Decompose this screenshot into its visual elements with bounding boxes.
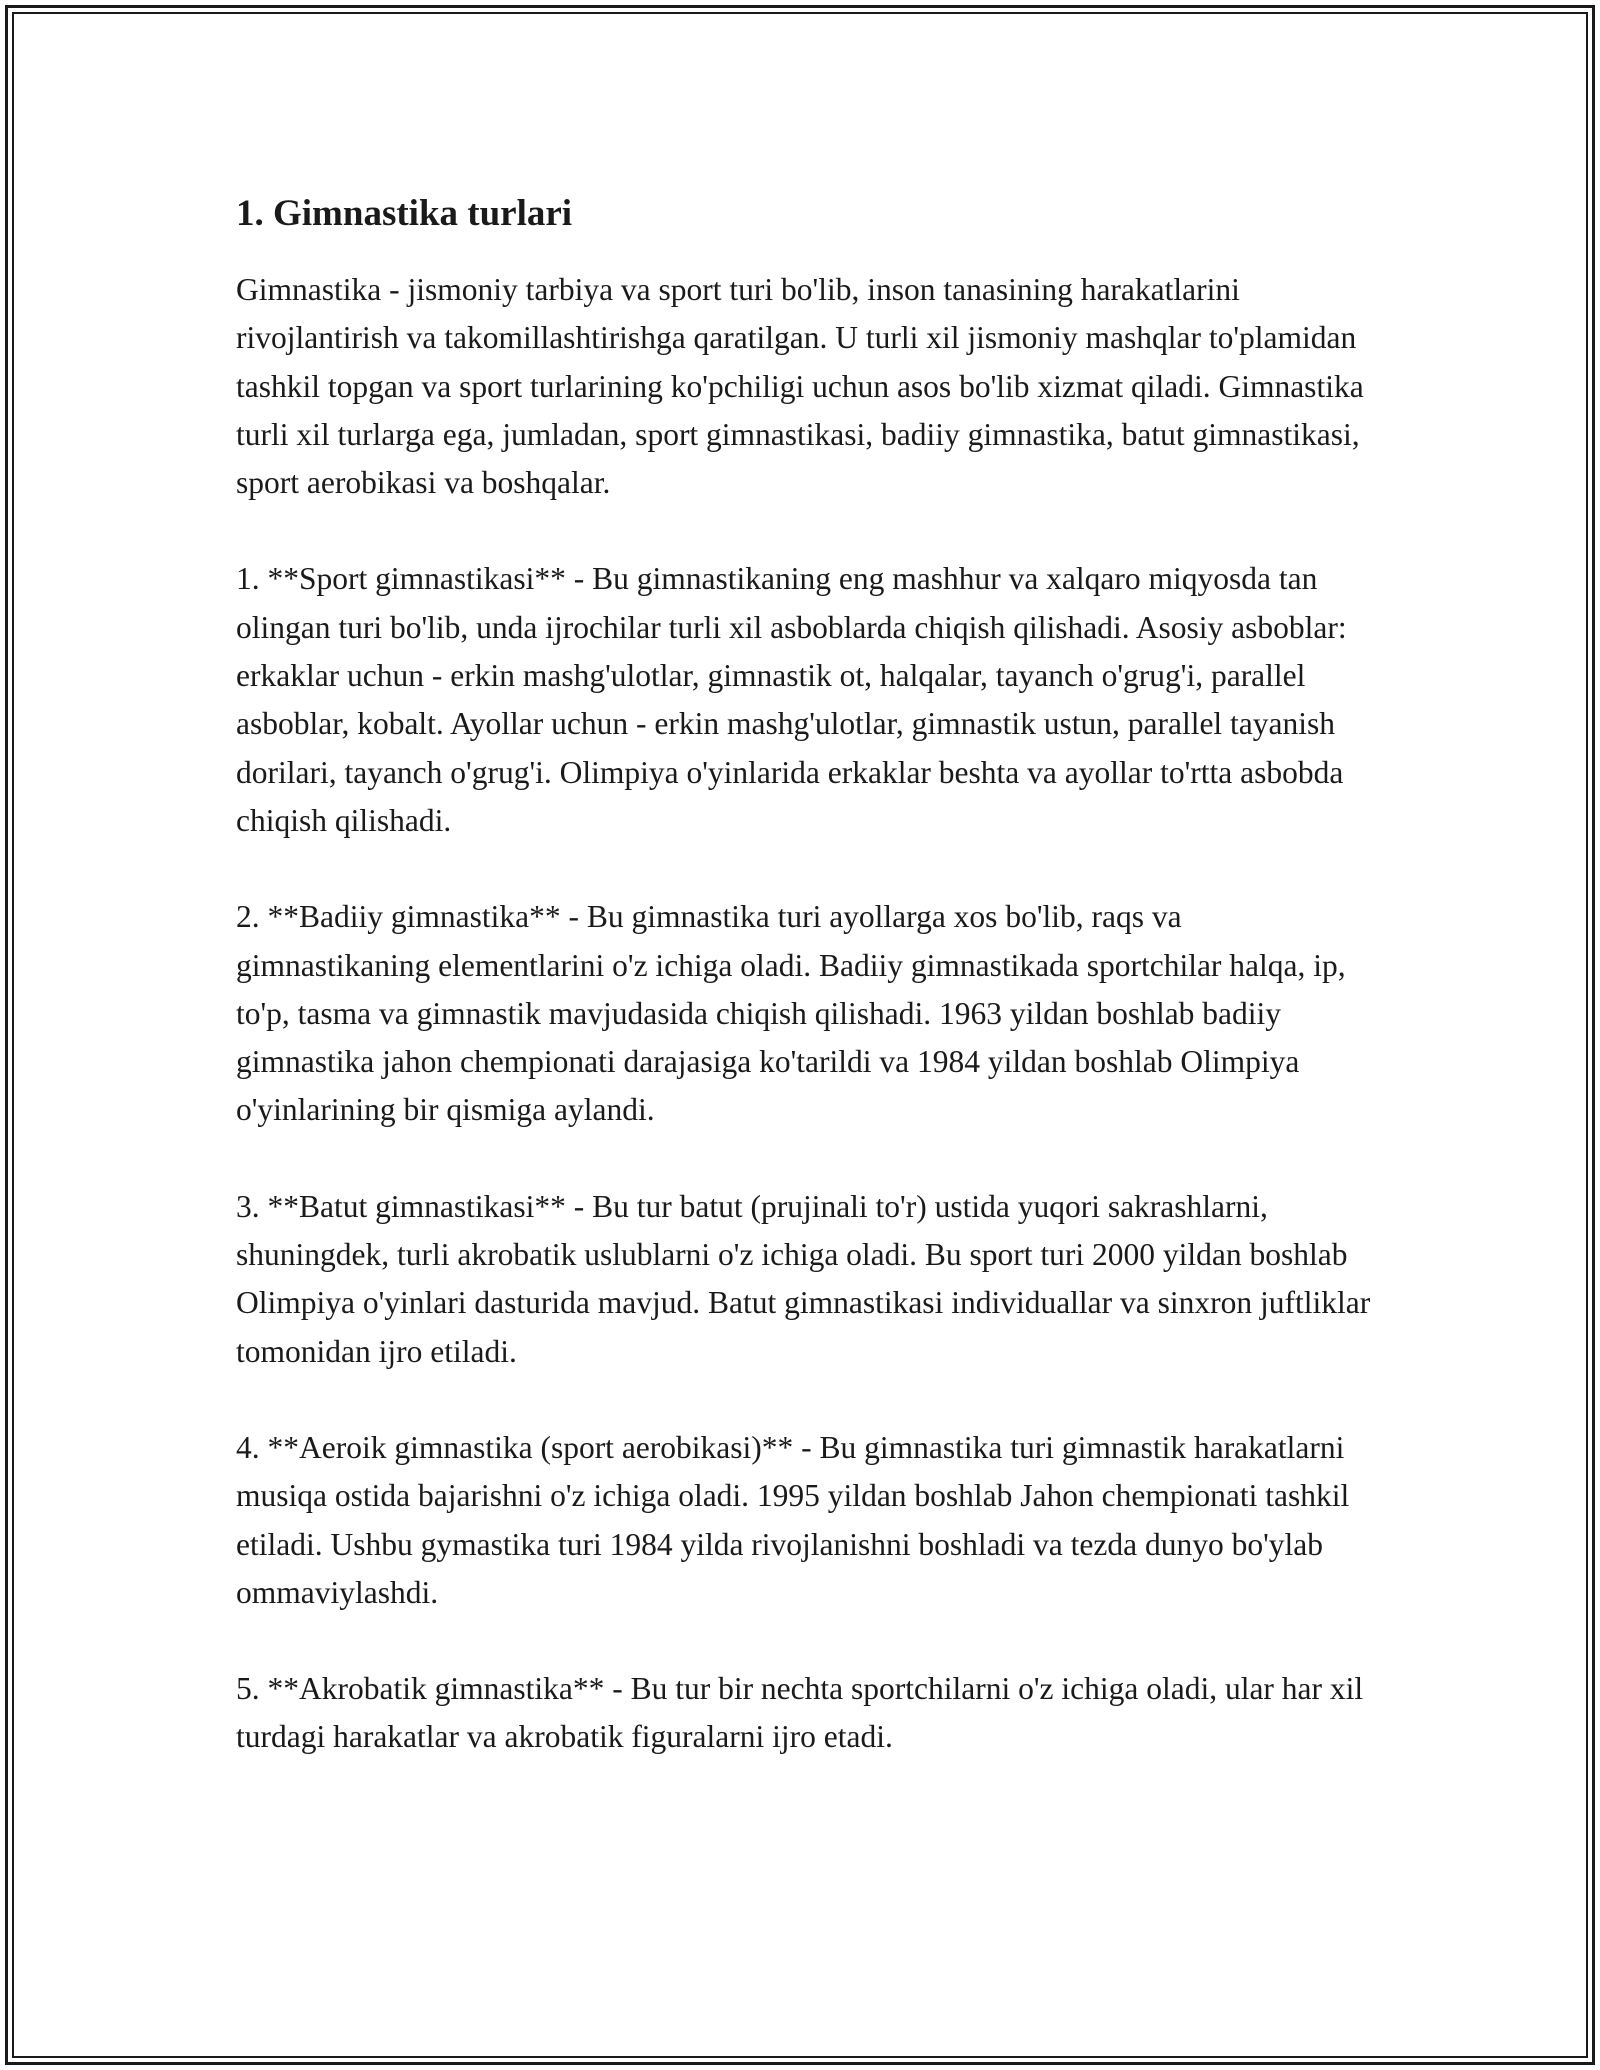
paragraph-sport-gymnastics: 1. **Sport gimnastikasi** - Bu gimnastikaning eng mashhur va xalqaro miqyosda tan olingan turi bo'lib, unda ijrochilar turli xil asboblarda chiqish qilishadi. Asosiy asboblar: erkaklar uchun - erkin mashg'ulotlar, gimnastik ot, halqalar, tayanch o'grug'i, parallel asboblar, kobalt. Ayollar uchun - erkin mashg'ulotlar, gimnastik ustun, parallel tayanish dorilari, tayanch o'grug'i. Olimpiya o'yinlarida erkaklar beshta va ayollar to'rtta asbobda chiqish qilishadi. [236,561,1347,838]
paragraph-rhythmic-gymnastics: 2. **Badiiy gimnastika** - Bu gimnastika turi ayollarga xos bo'lib, raqs va gimnastikaning elementlarini o'z ichiga oladi. Badiiy gimnastikada sportchilar halqa, ip, to'p, tasma va gimnastik mavjudasida chiqish qilishadi. 1963 yildan boshlab badiiy gimnastika jahon chempionati darajasiga ko'tarildi va 1984 yildan boshlab Olimpiya o'yinlarining bir qismiga aylandi. [236,899,1346,1128]
paragraph-acrobatic-gymnastics: 5. **Akrobatik gimnastika** - Bu tur bir nechta sportchilarni o'z ichiga oladi, ular har xil turdagi harakatlar va akrobatik figuralarni ijro etadi. [236,1671,1364,1755]
section-title: 1. Gimnastika turlari [236,193,573,234]
paragraph-trampoline-gymnastics: 3. **Batut gimnastikasi** - Bu tur batut (prujinali to'r) ustida yuqori sakrashlarni, shuningdek, turli akrobatik uslublarni o'z ichiga oladi. Bu sport turi 2000 yildan boshlab Olimpiya o'yinlari dasturida mavjud. Batut gimnastikasi individuallar va sinxron juftliklar tomonidan ijro etiladi. [236,1188,1371,1369]
paragraph-aerobic-gymnastics: 4. **Aeroik gimnastika (sport aerobikasi)** - Bu gimnastika turi gimnastik harakatlarni musiqa ostida bajarishni o'z ichiga oladi. 1995 yildan boshlab Jahon chempionati tashkil etiladi. Ushbu gymastika turi 1984 yilda rivojlanishni boshladi va tezda dunyo bo'ylab ommaviylashdi. [236,1429,1350,1610]
intro-paragraph: Gimnastika - jismoniy tarbiya va sport turi bo'lib, inson tanasining harakatlarini rivojlantirish va takomillashtirishga qaratilgan. U turli xil jismoniy mashqlar to'plamidan tashkil topgan va sport turlarining ko'pchiligi uchun asos bo'lib xizmat qiladi. Gimnastika turli xil turlarga ega, jumladan, sport gimnastikasi, badiiy gimnastika, batut gimnastikasi, sport aerobikasi va boshqalar. [236,272,1364,501]
document-body [236,186,1376,1810]
